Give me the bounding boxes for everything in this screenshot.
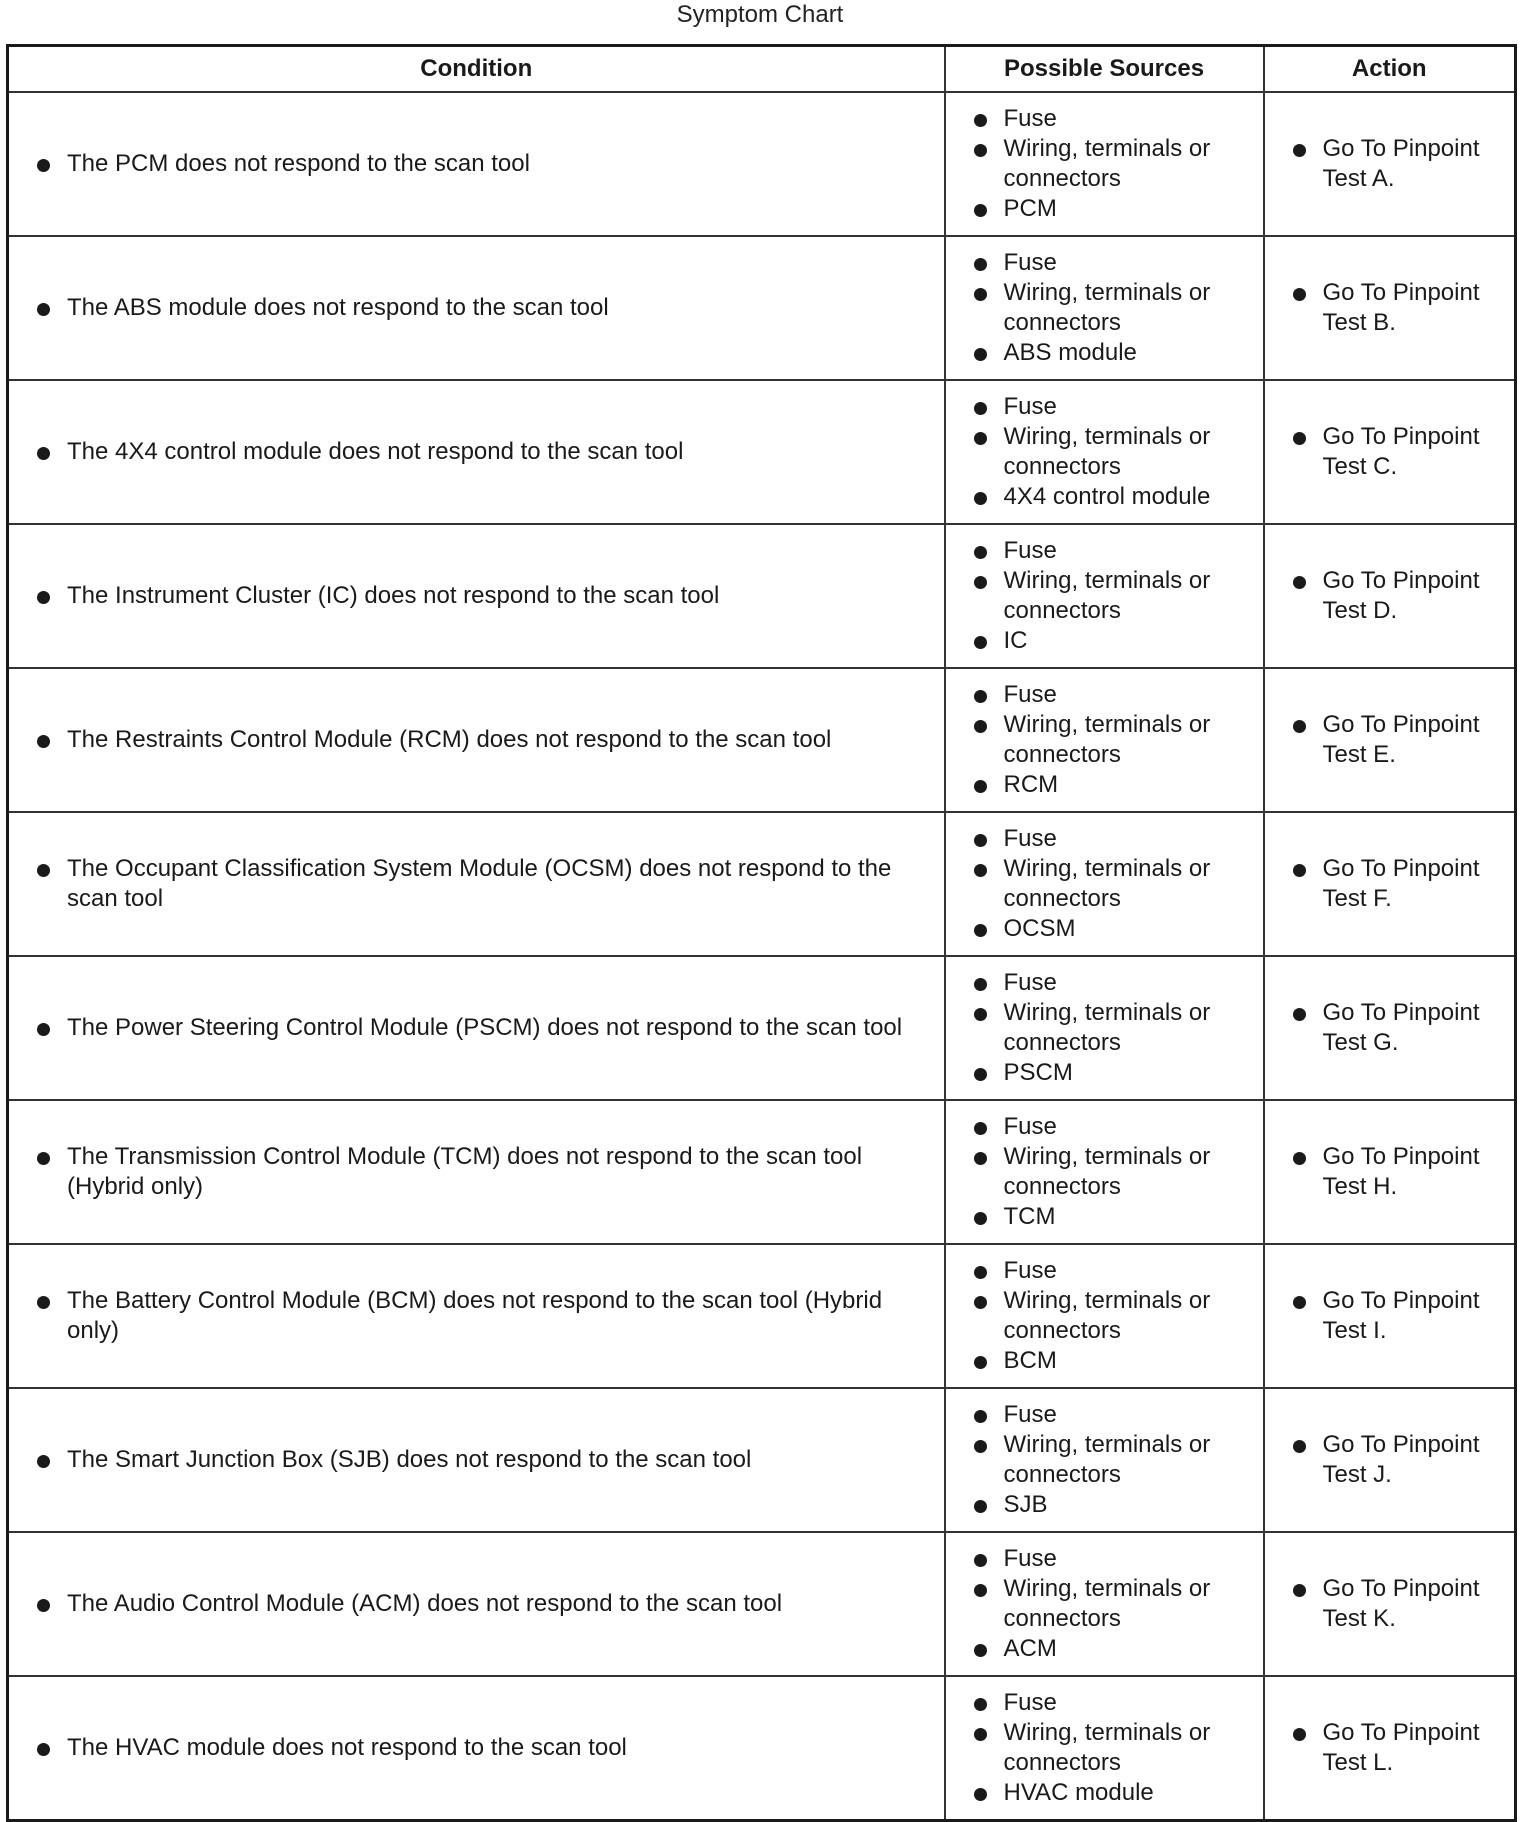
possible-sources-cell [945,668,1264,812]
table-row [8,524,1516,668]
possible-sources-cell [945,1244,1264,1388]
condition-cell [8,1244,945,1388]
source-item: Wiring, terminals or connectors [946,422,1263,482]
sources-list [946,968,1263,1088]
action-text: Go To Pinpoint Test D. [1265,566,1515,626]
condition-cell [8,1532,945,1676]
table-row [8,1388,1516,1532]
source-item: Fuse [946,1400,1263,1430]
table-row [8,236,1516,380]
source-item: TCM [946,1202,1263,1232]
action-cell [1264,1388,1516,1532]
source-item: HVAC module [946,1778,1263,1808]
condition-cell [8,956,945,1100]
condition-cell [8,812,945,956]
action-text: Go To Pinpoint Test H. [1265,1142,1515,1202]
condition-cell [8,668,945,812]
possible-sources-cell [945,956,1264,1100]
table-row [8,92,1516,236]
condition-cell [8,1100,945,1244]
possible-sources-cell [945,1676,1264,1820]
source-item: Wiring, terminals or connectors [946,1286,1263,1346]
condition-text: The Battery Control Module (BCM) does not respond to the scan tool (Hybrid only) [9,1286,944,1346]
action-text: Go To Pinpoint Test F. [1265,854,1515,914]
source-item: Fuse [946,680,1263,710]
sources-list [946,248,1263,368]
sources-list [946,824,1263,944]
condition-cell [8,92,945,236]
source-item: SJB [946,1490,1263,1520]
sources-list [946,680,1263,800]
possible-sources-cell [945,236,1264,380]
condition-cell [8,1388,945,1532]
condition-cell [8,1676,945,1820]
condition-text: The HVAC module does not respond to the scan tool [9,1733,944,1763]
action-text: Go To Pinpoint Test B. [1265,278,1515,338]
header-condition: Condition [8,46,945,93]
sources-list [946,536,1263,656]
table-row [8,1100,1516,1244]
source-item: PCM [946,194,1263,224]
condition-text: The Instrument Cluster (IC) does not respond to the scan tool [9,581,944,611]
action-cell [1264,380,1516,524]
action-text: Go To Pinpoint Test C. [1265,422,1515,482]
action-text: Go To Pinpoint Test K. [1265,1574,1515,1634]
chart-title: Symptom Chart [676,1,844,28]
source-item: Fuse [946,1544,1263,1574]
condition-text: The Smart Junction Box (SJB) does not respond to the scan tool [9,1445,944,1475]
header-row [8,46,1516,93]
table-row [8,812,1516,956]
action-cell [1264,1676,1516,1820]
condition-text: The PCM does not respond to the scan tool [9,149,944,179]
source-item: Fuse [946,248,1263,278]
condition-text: The Power Steering Control Module (PSCM) does not respond to the scan tool [9,1013,944,1043]
sources-list [946,1688,1263,1808]
action-text: Go To Pinpoint Test J. [1265,1430,1515,1490]
action-cell [1264,668,1516,812]
source-item: Fuse [946,1256,1263,1286]
source-item: Wiring, terminals or connectors [946,134,1263,194]
source-item: Fuse [946,536,1263,566]
sources-list [946,1256,1263,1376]
action-cell [1264,956,1516,1100]
source-item: Fuse [946,824,1263,854]
action-cell [1264,1532,1516,1676]
source-item: Fuse [946,1688,1263,1718]
condition-text: The ABS module does not respond to the scan tool [9,293,944,323]
action-cell [1264,812,1516,956]
condition-cell [8,380,945,524]
source-item: Wiring, terminals or connectors [946,998,1263,1058]
source-item: Wiring, terminals or connectors [946,1718,1263,1778]
possible-sources-cell [945,812,1264,956]
table-row [8,1244,1516,1388]
source-item: Fuse [946,968,1263,998]
source-item: Wiring, terminals or connectors [946,278,1263,338]
sources-list [946,1112,1263,1232]
possible-sources-cell [945,1532,1264,1676]
table-row [8,956,1516,1100]
action-cell [1264,524,1516,668]
sources-list [946,1544,1263,1664]
possible-sources-cell [945,1388,1264,1532]
source-item: ACM [946,1634,1263,1664]
action-cell [1264,1100,1516,1244]
sources-list [946,104,1263,224]
action-text: Go To Pinpoint Test I. [1265,1286,1515,1346]
source-item: 4X4 control module [946,482,1263,512]
action-text: Go To Pinpoint Test G. [1265,998,1515,1058]
possible-sources-cell [945,524,1264,668]
condition-text: The Restraints Control Module (RCM) does not respond to the scan tool [9,725,944,755]
header-action: Action [1264,46,1516,93]
symptom-table [6,44,1517,1822]
action-cell [1264,92,1516,236]
source-item: BCM [946,1346,1263,1376]
possible-sources-cell [945,380,1264,524]
source-item: OCSM [946,914,1263,944]
source-item: Wiring, terminals or connectors [946,1574,1263,1634]
action-text: Go To Pinpoint Test A. [1265,134,1515,194]
condition-cell [8,236,945,380]
source-item: ABS module [946,338,1263,368]
table-row [8,1532,1516,1676]
source-item: Fuse [946,1112,1263,1142]
action-cell [1264,1244,1516,1388]
action-cell [1264,236,1516,380]
source-item: Fuse [946,104,1263,134]
source-item: Wiring, terminals or connectors [946,1430,1263,1490]
condition-text: The Transmission Control Module (TCM) does not respond to the scan tool (Hybrid only) [9,1142,944,1202]
header-possible-sources: Possible Sources [945,46,1264,93]
source-item: Wiring, terminals or connectors [946,854,1263,914]
condition-cell [8,524,945,668]
action-text: Go To Pinpoint Test L. [1265,1718,1515,1778]
possible-sources-cell [945,92,1264,236]
table-row [8,668,1516,812]
source-item: Wiring, terminals or connectors [946,566,1263,626]
source-item: Fuse [946,392,1263,422]
sources-list [946,1400,1263,1520]
table-row [8,1676,1516,1820]
sources-list [946,392,1263,512]
condition-text: The 4X4 control module does not respond to the scan tool [9,437,944,467]
source-item: RCM [946,770,1263,800]
condition-text: The Occupant Classification System Module (OCSM) does not respond to the scan tool [9,854,944,914]
source-item: PSCM [946,1058,1263,1088]
table-row [8,380,1516,524]
source-item: Wiring, terminals or connectors [946,1142,1263,1202]
action-text: Go To Pinpoint Test E. [1265,710,1515,770]
source-item: IC [946,626,1263,656]
possible-sources-cell [945,1100,1264,1244]
condition-text: The Audio Control Module (ACM) does not respond to the scan tool [9,1589,944,1619]
source-item: Wiring, terminals or connectors [946,710,1263,770]
